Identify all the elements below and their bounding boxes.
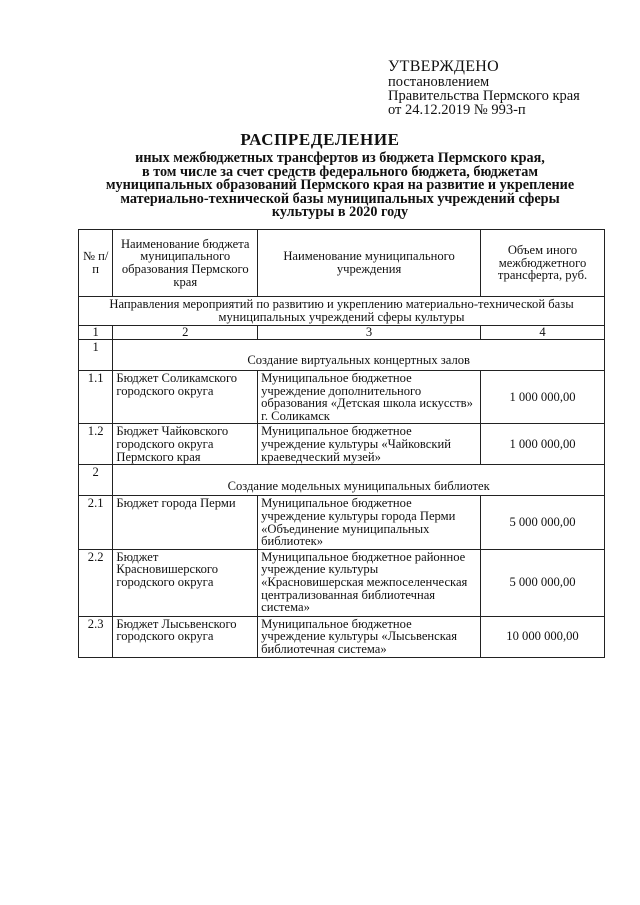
row-amount: 1 000 000,00: [481, 371, 605, 424]
row-institution: Муниципальное бюджетное учреждение дополнительного образования «Детская школа искусств» г. Соликамск: [258, 371, 481, 424]
column-number: 3: [258, 326, 481, 340]
header-amount: Объем иного межбюджетного трансферта, руб.: [481, 230, 605, 297]
row-institution: Муниципальное бюджетное учреждение культуры «Чайковский краеведческий музей»: [258, 424, 481, 465]
subtitle-line: в том числе за счет средств федерального бюджета, бюджетам: [141, 163, 538, 180]
row-institution: Муниципальное бюджетное районное учреждение культуры «Красновишерская межпоселенческая централизованная библиотечная система»: [258, 549, 481, 616]
approval-line-date: от 24.12.2019 № 993-п: [388, 102, 526, 118]
column-number-row: [79, 326, 605, 340]
distribution-table: [78, 229, 605, 658]
row-number: 1.1: [79, 371, 113, 424]
row-number: 2.2: [79, 549, 113, 616]
row-budget: Бюджет Лысьвенского городского округа: [113, 616, 258, 657]
row-number: 1.2: [79, 424, 113, 465]
approval-stamp: [388, 60, 628, 117]
header-number: № п/п: [79, 230, 113, 297]
row-budget: Бюджет Чайковского городского округа Пермского края: [113, 424, 258, 465]
table-row: [79, 371, 605, 424]
table-row: [79, 616, 605, 657]
direction-text: Направления мероприятий по развитию и укреплению материально-технической базы муниципальных учреждений сферы культуры: [79, 297, 605, 326]
row-institution: Муниципальное бюджетное учреждение культуры города Перми «Объединение муниципальных библиотек»: [258, 496, 481, 549]
row-amount: 5 000 000,00: [481, 549, 605, 616]
approval-line-government: Правительства Пермского края: [388, 88, 580, 104]
section-number: 2: [79, 465, 113, 496]
section-number: 1: [79, 340, 113, 371]
subtitle-line: муниципальных образований Пермского края на развитие и укрепление: [105, 177, 575, 193]
document-title: РАСПРЕДЕЛЕНИЕ: [240, 130, 400, 149]
row-number: 2.3: [79, 616, 113, 657]
column-number: 2: [113, 326, 258, 340]
row-institution: Муниципальное бюджетное учреждение культуры «Лысьвенская библиотечная система»: [258, 616, 481, 657]
row-budget: Бюджет Красновишерского городского округа: [113, 549, 258, 616]
subtitle-line: иных межбюджетных трансфертов из бюджета Пермского края,: [135, 150, 545, 166]
section-row: [79, 340, 605, 371]
section-row: [79, 465, 605, 496]
document-subtitle: [60, 152, 620, 220]
subtitle-line: культуры в 2020 году: [271, 204, 409, 220]
header-institution: Наименование муниципального учреждения: [258, 230, 481, 297]
subtitle-line: материально-технической базы муниципальных учреждений сферы: [120, 190, 560, 207]
column-number: 1: [79, 326, 113, 340]
column-number: 4: [481, 326, 605, 340]
section-title: Создание модельных муниципальных библиотек: [113, 465, 605, 496]
header-budget: Наименование бюджета муниципального образования Пермского края: [113, 230, 258, 297]
row-number: 2.1: [79, 496, 113, 549]
table-header-row: [79, 230, 605, 297]
table-row: [79, 424, 605, 465]
approval-line-decree: постановлением: [388, 74, 490, 90]
section-title: Создание виртуальных концертных залов: [113, 340, 605, 371]
direction-row: [79, 297, 605, 326]
row-amount: 10 000 000,00: [481, 616, 605, 657]
approval-heading: УТВЕРЖДЕНО: [388, 58, 500, 75]
row-budget: Бюджет города Перми: [113, 496, 258, 549]
row-amount: 1 000 000,00: [481, 424, 605, 465]
row-amount: 5 000 000,00: [481, 496, 605, 549]
table-row: [79, 549, 605, 616]
table-row: [79, 496, 605, 549]
row-budget: Бюджет Соликамского городского округа: [113, 371, 258, 424]
